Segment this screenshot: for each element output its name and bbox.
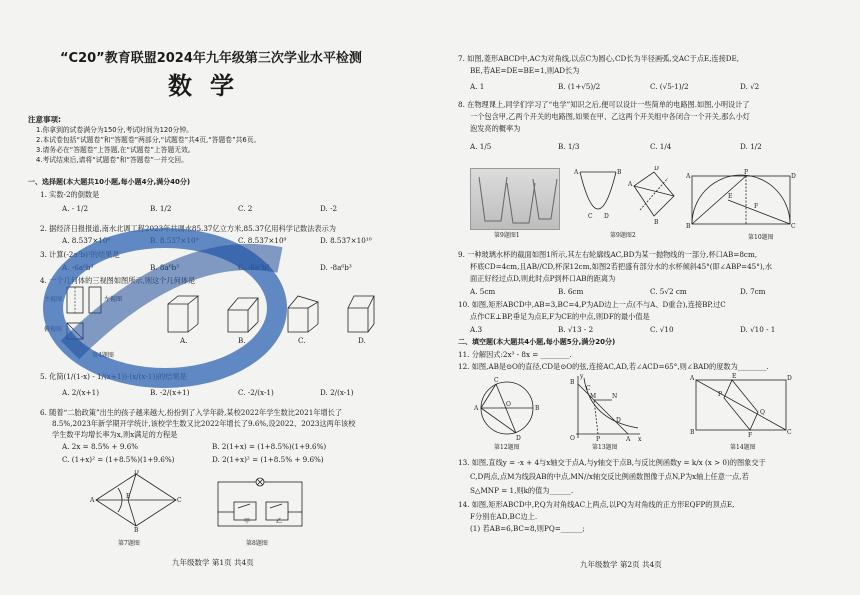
question-13-line-3: S△MNP = 1,则k的值为______. [470, 486, 574, 495]
q5-option-a: A. 2/(x+1) [62, 388, 100, 397]
q4-option-b: B. [238, 336, 246, 345]
q4-option-a: A. [180, 336, 188, 345]
q6-option-a: A. 2x = 8.5% + 9.6% [62, 442, 139, 451]
svg-text:B: B [134, 527, 139, 532]
question-14-line-3: (1) 若AB=6,BC=8,则PQ=______; [470, 524, 585, 533]
q3-option-d: D. -8a⁶b³ [320, 263, 352, 272]
svg-text:O: O [570, 435, 575, 442]
q3-option-c: C. -6a⁵b³ [238, 263, 270, 272]
fig9-2-caption: 第9题图2 [610, 232, 636, 239]
question-6-line-1: 6. 随着“二胎政策”出生的孩子越来越大,扮扮到了入学年龄,某校2022年学生数比2021年增长了 [40, 408, 343, 417]
q9-option-b: B. 6cm [558, 287, 584, 296]
q5-option-b: B. -2/(x+1) [150, 388, 190, 397]
q8-option-d: D. 1/2 [740, 142, 762, 151]
svg-text:P: P [744, 169, 749, 176]
svg-text:E: E [728, 193, 733, 200]
question-9-line-1: 9. 一种玻璃水杯的截面如图1所示,其左右轮廓线AC,BD为某一抛物线的一部分,杯口AB=8cm, [458, 250, 758, 259]
question-10-line-1: 10. 如图,矩形ABCD中,AB=3,BC=4,P为AD边上一点(不与A、D重合),连接BP,过C [458, 300, 726, 309]
question-14-line-1: 14. 如图,矩形ABCD中,P,Q为对角线AC上两点,以PQ为对角线的正方形EQFP的顶点E, [458, 500, 735, 509]
svg-text:C: C [177, 497, 182, 504]
q2-option-a: A. 8.537×10⁸ [62, 236, 111, 245]
question-1: 1. 实数-2的倒数是 [40, 190, 100, 199]
svg-text:B: B [535, 405, 540, 412]
q2-option-b: B. 8.537×10⁹ [150, 236, 199, 245]
svg-text:D: D [604, 213, 609, 220]
question-7-line-1: 7. 如图,菱形ABCD中,AC为对角线,以点C为圆心,CD长为半径画弧,交AC于点E,连接DE, [458, 54, 740, 63]
three-views-figure [55, 285, 115, 345]
q9-option-c: C. 5√2 cm [650, 287, 687, 296]
question-8-line-2: 一个包含甲,乙两个开关的电路图,如果在甲、乙这两个开关组中各闭合一个开关,那么小灯 [470, 112, 750, 121]
q2-option-c: C. 8.537×10⁹ [238, 236, 287, 245]
q5-option-d: D. 2/(x-1) [320, 388, 354, 397]
svg-text:B: B [654, 219, 659, 226]
q3-option-a: A. -6a⁶b³ [62, 263, 94, 272]
section-fill-blank: 二、填空题(本大题共4小题,每小题5分,满分20分) [458, 338, 616, 346]
q10-option-c: C. √10 [650, 325, 674, 334]
question-7-line-2: BE,若AE=DE=BE=1,则AD长为 [470, 66, 580, 75]
svg-text:B: B [686, 223, 691, 230]
q4-option-c: C. [298, 336, 306, 345]
q7-option-c: C. (√5-1)/2 [650, 82, 689, 91]
q6-option-b: B. 2(1+x) = (1+8.5%)(1+9.6%) [212, 442, 327, 451]
svg-text:F: F [748, 432, 753, 438]
rectangle-square-figure [688, 372, 792, 438]
glass-cups-photo [470, 168, 560, 230]
notice-1: 1.你拿到的试卷满分为150分,考试时间为120分钟。 [36, 126, 193, 134]
q9-option-d: D. 7cm [740, 287, 766, 296]
q1-option-c: C. 2 [238, 204, 253, 213]
fig4-caption: 第4题图 [92, 352, 114, 359]
question-6-line-2: 8.5%,2023年新学期开学统计,该校学生数又比2022年增长了9.6%,设2022、2023这两年该校 [52, 419, 356, 428]
svg-text:E: E [126, 493, 131, 500]
question-8-line-1: 8. 在物理课上,同学们学习了“电学”知识之后,便可以设计一些简单的电路图.如图,小明设计了 [458, 100, 750, 109]
svg-text:B: B [617, 169, 622, 176]
svg-text:D: D [791, 173, 796, 180]
question-9-line-3: 面正好经过点D,则此时点P到杯口AB的距离为 [470, 274, 616, 283]
question-6-line-3: 学生数平均增长率为x,则x满足的方程是 [52, 430, 178, 439]
svg-text:A: A [626, 436, 631, 442]
circuit-figure [210, 476, 310, 532]
svg-text:y: y [580, 373, 584, 380]
fig13-caption: 第13题图 [592, 444, 618, 451]
fig10-caption: 第10题图 [748, 234, 774, 241]
label-front-view: 主视图 [44, 296, 63, 303]
question-4: 4. 一个几何体的三视图如图所示,则这个几何体是 [40, 276, 196, 285]
q3-option-b: B. 8a⁶b³ [150, 263, 180, 272]
svg-text:C: C [586, 385, 591, 392]
question-8-line-3: 泡发亮的概率为 [470, 124, 521, 133]
question-12: 12. 如图,AB是⊙O的直径,CD是⊙O的弦,连接AC,AD,若∠ACD=65°,则∠BAD的度数为________. [458, 362, 769, 371]
coordinate-figure [568, 372, 644, 442]
circle-figure [472, 374, 542, 440]
fig7-caption: 第7题图 [118, 540, 140, 547]
svg-text:P: P [596, 436, 601, 442]
svg-text:C: C [791, 223, 796, 230]
svg-text:O: O [506, 401, 511, 408]
q1-option-d: D. -2 [320, 204, 338, 213]
q7-option-d: D. √2 [740, 82, 760, 91]
q8-option-a: A. 1/5 [470, 142, 492, 151]
question-13-line-2: C,D两点,点M为线段AB的中点,MN//x轴交反比例函数图像于点N,P为x轴上任意一点,若 [470, 472, 749, 481]
question-3: 3. 计算(-2a²b)³的结果是 [40, 250, 120, 259]
svg-text:P: P [718, 391, 723, 398]
q6-option-c: C. (1+x)² = (1+8.5%)(1+9.6%) [62, 455, 175, 464]
fig9-1-caption: 第9题图1 [494, 232, 520, 239]
q6-option-d: D. 2(1+x)² = (1+8.5% + 9.6%) [212, 455, 324, 464]
question-2: 2. 据经济日报报道,南水北调工程2023年共调水85.37亿立方米,85.37亿用科学记数法表示为 [40, 224, 336, 233]
question-9-line-2: 杯底CD=4cm,且AB//CD,杯深12cm,如图2若把盛有部分水的水杯倾斜45°(即∠ABP=45°),水 [470, 262, 773, 271]
svg-text:D: D [787, 375, 792, 382]
notice-4: 4.考试结束后,请将“试题卷”和“答题卷”一并交回。 [36, 156, 188, 164]
fig8-label-jia: 甲 [244, 518, 251, 525]
exam-title: “C20”教育联盟2024年九年级第三次学业水平检测 [60, 51, 362, 66]
question-13-line-1: 13. 如图,直线y = -x + 4与x轴交于点A,与y轴交于点B,与反比例函数y = k/x (x > 0)的图象交于 [458, 458, 766, 467]
rectangle-semicircle-figure [684, 168, 798, 230]
svg-text:D: D [516, 435, 521, 440]
q4-option-d: D. [358, 336, 366, 345]
notice-3: 3.请务必在“答题卷”上答题,在“试题卷”上答题无效。 [36, 146, 195, 154]
fig8-caption: 第8题图 [246, 540, 268, 547]
svg-text:D: D [134, 470, 139, 476]
svg-text:D: D [654, 166, 659, 172]
q1-option-b: B. 1/2 [150, 204, 172, 213]
svg-text:Q: Q [760, 409, 765, 416]
question-5: 5. 化简(1/(1-x) - 1/(x+1))·(x/(x-1))的结果是 [40, 372, 187, 381]
svg-text:B: B [570, 379, 575, 386]
q5-option-c: C. -2/(x-1) [238, 388, 274, 397]
svg-text:A: A [574, 169, 579, 176]
svg-text:F: F [754, 203, 759, 210]
q9-option-a: A. 5cm [470, 287, 496, 296]
tilted-cup-figure [570, 166, 682, 230]
svg-text:B: B [690, 429, 695, 436]
q10-option-a: A.3 [470, 325, 483, 334]
q1-option-a: A. - 1/2 [62, 204, 89, 213]
svg-text:E: E [732, 373, 737, 380]
subject-title: 数学 [168, 72, 252, 100]
svg-text:A: A [686, 173, 691, 180]
label-top-view: 俯视图 [44, 326, 63, 333]
q10-option-d: D. √10 - 1 [740, 325, 776, 334]
q7-option-b: B. (1+√5)/2 [558, 82, 601, 91]
question-10-line-2: 点作CE⊥BP,垂足为点E,F为CE的中点,则DF的最小值是 [470, 312, 650, 321]
section-choice: 一、选择题(本大题共10小题,每小题4分,满分40分) [28, 178, 191, 186]
svg-text:A: A [628, 181, 633, 188]
svg-text:x: x [638, 436, 642, 442]
svg-text:A: A [90, 497, 95, 504]
svg-text:C: C [588, 213, 593, 220]
q2-option-d: D. 8.537×10¹⁰ [320, 236, 372, 245]
solid-options-figure [148, 292, 388, 342]
svg-text:M: M [590, 393, 597, 400]
notice-title: 注意事项: [28, 115, 61, 124]
fig12-caption: 第12题图 [494, 444, 520, 451]
page-2-footer: 九年级数学 第2页 共4页 [580, 560, 662, 569]
question-14-line-2: F分别在AD,BC边上. [470, 512, 538, 521]
q10-option-b: B. √13 - 2 [558, 325, 594, 334]
svg-text:A: A [474, 405, 479, 412]
q7-option-a: A. 1 [470, 82, 485, 91]
svg-text:C: C [494, 377, 499, 384]
svg-text:A: A [690, 375, 695, 382]
page-2 [430, 0, 860, 595]
q8-option-c: C. 1/4 [650, 142, 672, 151]
svg-text:D: D [616, 417, 621, 424]
notice-2: 2.本试卷包括“试题卷”和“答题卷”两部分,“试题卷”共4页,“答题卷”共6页。 [36, 136, 261, 144]
q8-option-b: B. 1/3 [558, 142, 580, 151]
fig8-label-yi: 乙 [276, 518, 283, 525]
label-side-view: 左视图 [104, 296, 123, 303]
svg-text:C: C [787, 429, 792, 436]
fig14-caption: 第14题图 [730, 444, 756, 451]
question-11: 11. 分解因式:2x³ - 8x = ________. [458, 350, 572, 359]
svg-text:N: N [612, 393, 618, 400]
rhombus-figure [88, 470, 184, 532]
page-1-footer: 九年级数学 第1页 共4页 [172, 558, 254, 567]
